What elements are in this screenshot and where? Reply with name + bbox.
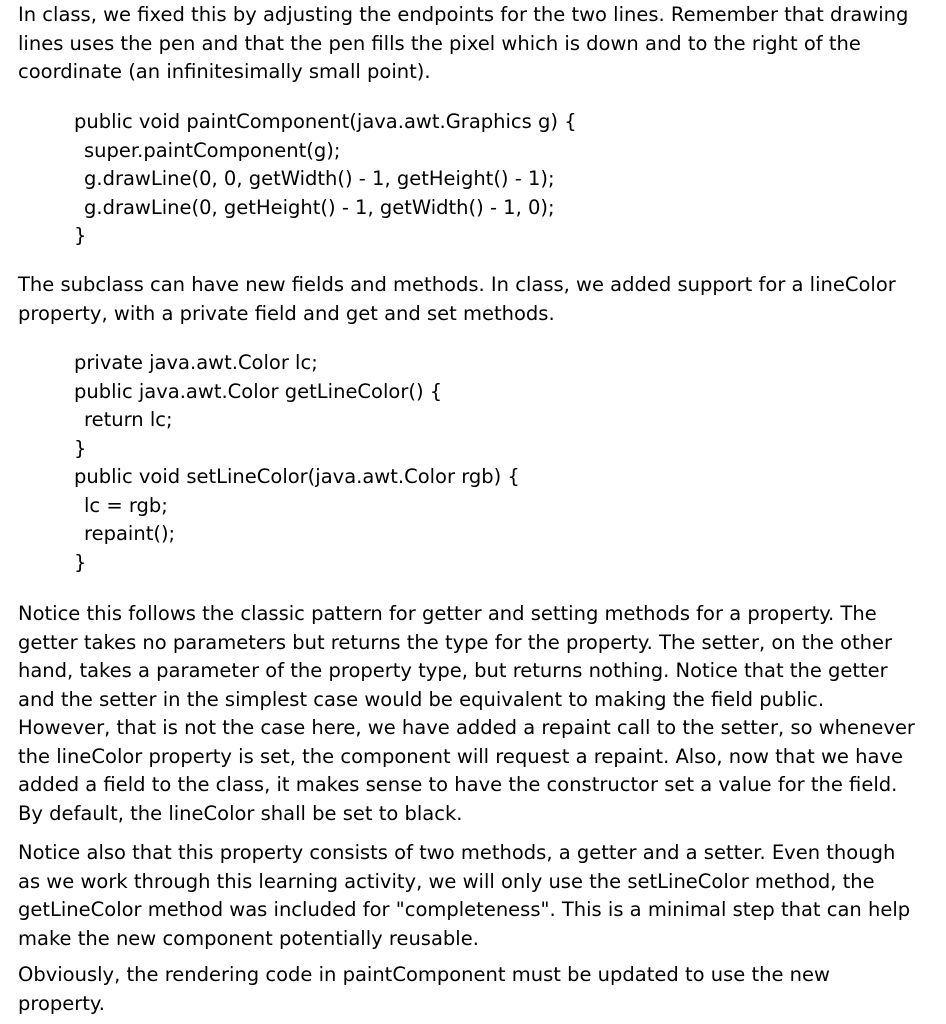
code-line: super.paintComponent(g); bbox=[84, 138, 341, 162]
paragraph-endpoints: In class, we fixed this by adjusting the endpoints for the two lines. Remember that drawing lines uses the pen and that the pen fills the pixel which is down and to the right of the coordinate (an infinitesimally small point). bbox=[18, 3, 909, 83]
code-line: } bbox=[74, 436, 87, 460]
code-line: } bbox=[74, 550, 87, 574]
paragraph-rendering: Obviously, the rendering code in paintComponent must be updated to use the new property. bbox=[18, 963, 830, 1015]
code-line: g.drawLine(0, getHeight() - 1, getWidth() - 1, 0); bbox=[84, 195, 555, 219]
paragraph-subclass: The subclass can have new fields and methods. In class, we added support for a lineColor property, with a private field and get and set methods. bbox=[18, 273, 896, 325]
code-line: repaint(); bbox=[84, 522, 176, 545]
code-line: public void paintComponent(java.awt.Graphics g) { bbox=[74, 110, 577, 133]
code-line: } bbox=[74, 224, 87, 247]
paragraph-getter-setter: Notice this follows the classic pattern for getter and setting methods for a property. The getter takes no parameters but returns the type for the property. The setter, on the other hand, takes a parameter of the property type, but returns nothing. Notice that the getter and the setter in the simplest case would be equivalent to making the field public. However, that is not the case here, we have added a repaint call to the setter, so whenever the lineColor property is set, the component will request a repaint. Also, now that we have added a field to the class, it makes sense to have the constructor set a value for the field. By default, the lineColor shall be set to black. bbox=[18, 602, 915, 825]
code-line: public void setLineColor(java.awt.Color rgb) { bbox=[74, 465, 520, 488]
code-line: public java.awt.Color getLineColor() { bbox=[74, 379, 443, 403]
code-block-paint-component bbox=[74, 108, 577, 251]
code-line: return lc; bbox=[84, 408, 173, 431]
code-line: g.drawLine(0, 0, getWidth() - 1, getHeight() - 1); bbox=[84, 167, 555, 190]
code-block-line-color bbox=[74, 349, 520, 577]
code-line: lc = rgb; bbox=[84, 493, 168, 517]
paragraph-two-methods: Notice also that this property consists of two methods, a getter and a setter. Even though as we work through this learning activity, we will only use the setLineColor method, the getLineColor method was included for "completeness". This is a minimal step that can help make the new component potentially reusable. bbox=[18, 841, 911, 950]
code-line: private java.awt.Color lc; bbox=[74, 351, 318, 374]
